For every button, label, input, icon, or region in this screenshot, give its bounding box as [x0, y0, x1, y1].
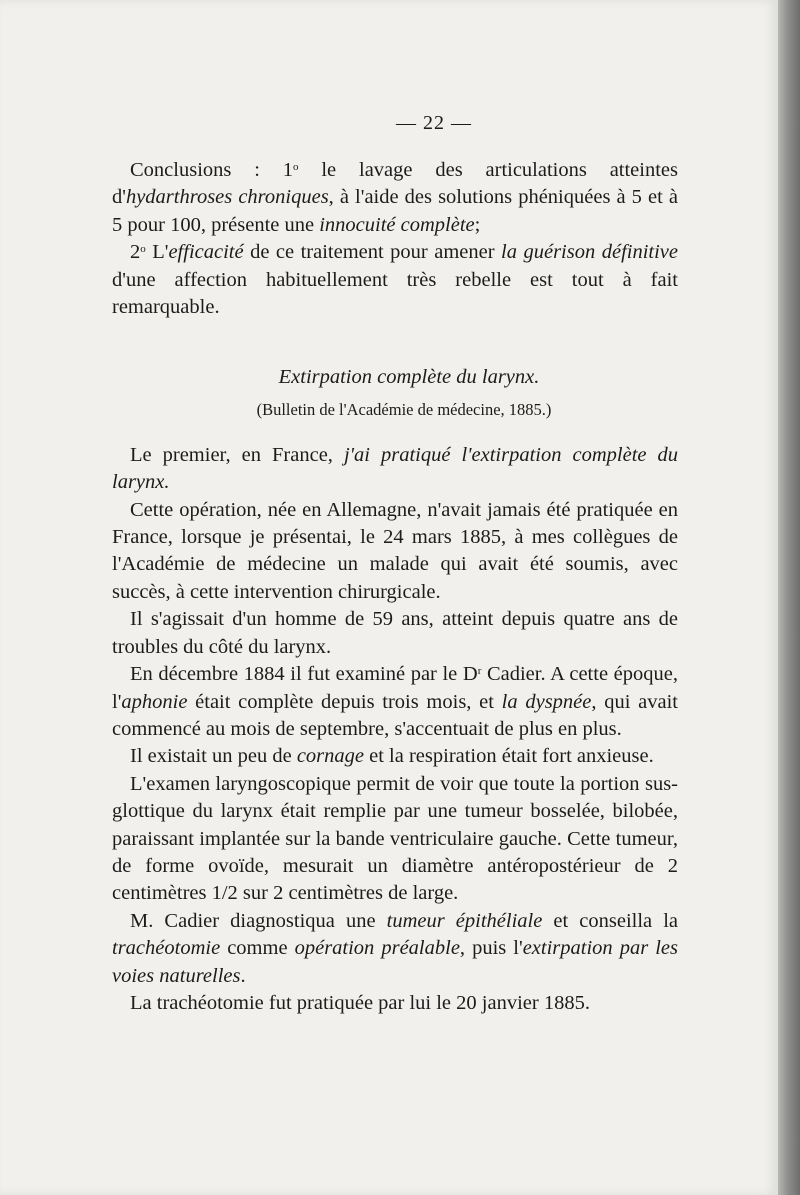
text-run: de ce traitement pour amener: [243, 241, 502, 264]
italic-run: extirpation par les voies naturelles: [112, 937, 678, 987]
degree-number-1: 1: [282, 159, 294, 181]
text-run: Le premier, en France,: [130, 443, 344, 466]
italic-run: la guérison définitive: [501, 241, 678, 264]
paragraph-laryngoscopy: L'examen laryngoscopique permit de voir que toute la portion sus-glottique du larynx était remplie par une tumeur bosselée, bilobée, paraissant implantée sur la bande ventriculaire gauche. Cette tumeur, de forme ovoïde, mesurait un diamètre antéropostérieur de 2 centimètres 1/2 sur 2 centimètres de large.: [112, 772, 678, 905]
degree-mark-2: o: [140, 243, 146, 256]
text-run: le lavage des articulations atteintes d': [112, 159, 678, 209]
page-text-block: [112, 110, 678, 1017]
text-run: , qui avait commencé au mois de septembre, s'accentuait de plus en plus.: [112, 690, 678, 740]
italic-run: tumeur épithéliale: [386, 909, 543, 932]
text-run: , puis l': [459, 937, 523, 960]
text-run: Cadier. A cette époque, l': [112, 663, 678, 713]
italic-run: cornage: [296, 745, 364, 768]
text-run: Il existait un peu de: [130, 745, 297, 768]
text-run: L': [145, 241, 169, 264]
paragraph-first-extirpation: [112, 442, 678, 497]
italic-run: innocuité complète: [319, 213, 475, 236]
italic-run: aphonie: [121, 690, 188, 713]
section-citation: (Bulletin de l'Académie de médecine, 1885.): [256, 399, 552, 419]
paragraph-diagnosis: [112, 908, 678, 990]
text-run: d'une affection habituellement très rebelle est tout à fait remarquable.: [112, 268, 678, 319]
paragraph-patient: Il s'agissait d'un homme de 59 ans, atteint depuis quatre ans de troubles du côté du larynx.: [112, 608, 678, 658]
page-number: — 22 —: [396, 112, 472, 134]
italic-run: efficacité: [168, 241, 244, 264]
section-title: Extirpation complète du larynx.: [278, 366, 540, 389]
italic-run: j'ai pratiqué l'extirpation complète du larynx.: [112, 443, 678, 494]
text-run: .: [240, 964, 246, 987]
degree-number-2: 2: [130, 241, 141, 264]
text-run: En décembre 1884 il fut examiné par le D: [130, 663, 478, 686]
paragraph-examination: [112, 661, 678, 743]
conclusions-paragraph-1: [112, 157, 678, 239]
text-run: et la respiration était fort anxieuse.: [364, 745, 654, 768]
doctor-superscript: r: [477, 665, 482, 678]
degree-mark-1: o: [293, 161, 299, 173]
italic-run: opération préalable: [294, 937, 460, 960]
text-run: et conseilla la: [542, 909, 679, 932]
paragraph-operation-origin: Cette opération, née en Allemagne, n'avait jamais été pratiquée en France, lorsque je présentai, le 24 mars 1885, à mes collègues de l'Académie de médecine un malade qui avait été soumis, avec succès, à cette intervention chirurgicale.: [112, 498, 678, 603]
text-run: ;: [474, 213, 481, 236]
italic-run: hydarthroses chroniques: [125, 186, 329, 209]
text-run: était complète depuis trois mois, et: [187, 690, 502, 713]
text-run: , à l'aide des solutions phéniquées à 5 et à 5 pour 100, présente une: [112, 186, 678, 236]
paragraph-cornage: [112, 743, 678, 770]
conclusions-paragraph-2: [112, 239, 678, 321]
paragraph-tracheotomy: La trachéotomie fut pratiquée par lui le 20 janvier 1885.: [130, 991, 590, 1014]
page-edge: [778, 0, 800, 1195]
italic-run: trachéotomie: [112, 937, 221, 960]
conclusions-label: Conclusions :: [130, 159, 283, 181]
italic-run: la dyspnée: [501, 690, 592, 713]
text-run: comme: [220, 937, 295, 960]
text-run: M. Cadier diagnostiqua une: [130, 909, 387, 932]
